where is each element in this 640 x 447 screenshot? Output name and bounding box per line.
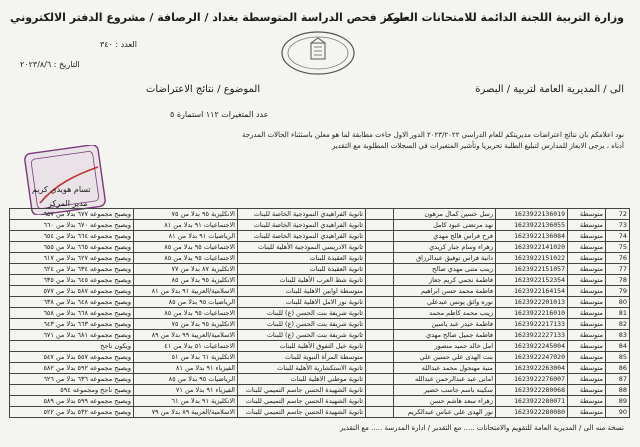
exam-id-cell: 1623922141020 [496, 242, 568, 253]
table-row [10, 352, 630, 363]
school-cell: ثانوية خيل التفوق الأهلية للبنات [238, 341, 366, 352]
school-cell: ثانوية الشهيدة الحسن جاسم التميمي للبنات [238, 407, 366, 418]
table-row [10, 385, 630, 396]
spacer-cell [366, 407, 394, 418]
reference-date: التاريخ : ٢٠٢٣/٨/٦ [20, 60, 80, 69]
exam-id-cell: 1623922280068 [496, 385, 568, 396]
subject-change-cell: الرياضيات ٩١ بدلا من ٨١ [134, 231, 238, 242]
subject-change-cell: الانكليزية ٩٥ بدلا من ٧٥ [134, 209, 238, 220]
spacer-cell [366, 319, 394, 330]
exam-id-cell: 1623922201013 [496, 297, 568, 308]
new-total-cell: ويصبح مجموعه ٦٤٨ بدلا من ٦٣٨ [10, 297, 134, 308]
spacer-cell [366, 220, 394, 231]
table-row [10, 374, 630, 385]
table-row [10, 264, 630, 275]
row-number: 85 [606, 352, 630, 363]
table-row [10, 297, 630, 308]
student-name-cell: فاطمة محمد حسن ابراهيم [394, 286, 496, 297]
exam-id-cell: 1623922164154 [496, 286, 568, 297]
spacer-cell [366, 297, 394, 308]
new-total-cell: ويصبح مجموعه ٦٦٥ بدلا من ٦٥٥ [10, 242, 134, 253]
row-number: 89 [606, 396, 630, 407]
subject-change-cell: الاجتماعيات ٩٥ بدلا من ٨٥ [134, 308, 238, 319]
spacer-cell [366, 209, 394, 220]
stage-cell: متوسطة [568, 341, 606, 352]
stage-cell: متوسطة [568, 275, 606, 286]
student-name-cell: فاطمة حيدر عبد ياسين [394, 319, 496, 330]
new-total-cell: ويصبح ناجح ومجموعه ٥٩٤ [10, 385, 134, 396]
subject-line: الموضوع / نتائج الاعتراضات [146, 84, 261, 95]
table-row [10, 275, 630, 286]
subject-change-cell: الانكليزية ٦١ بدلا من ٥١ [134, 352, 238, 363]
school-cell: ثانوية الفراهيدي النموذجية الخاصة للبنات [238, 231, 366, 242]
school-cell: ثانوية شريفة بنت الحسن (ع) للبنات [238, 319, 366, 330]
spacer-cell [366, 385, 394, 396]
addressee: الى / المديرية العامة لتربية / البصرة [475, 84, 624, 95]
body-line: أدناه ، يرجى الايعاز للمدارس لتبليغ الطلبة تحريريا وتأشير المتغيرات في السجلات المطلوبة مع التقدير [331, 142, 624, 150]
table-row [10, 253, 630, 264]
school-cell: ثانوية شط العرب الأهلية للبنات [238, 275, 366, 286]
row-number: 80 [606, 297, 630, 308]
exam-id-cell: 1623922263004 [496, 363, 568, 374]
reference-number: العدد : ٣٤٠ [100, 40, 137, 49]
table-row [10, 242, 630, 253]
copy-to-footer: نسخة منه الى / المديرية العامة للتقويم والامتحانات ..... مع التقدير / ادارة المدرسة ..... مع التقدير [339, 424, 624, 432]
subject-change-cell: الانكليزية ٩١ بدلا من ٦١ [134, 396, 238, 407]
school-cell: ثانوية الشهيدة الحسن جاسم التميمي للبنات [238, 396, 366, 407]
exam-id-cell: 1623922136019 [496, 209, 568, 220]
table-row [10, 231, 630, 242]
school-cell: ثانوية الادريسي النموذجية الأهلية للبنات [238, 242, 366, 253]
subject-change-cell: الانكليزية ٩٥ بدلا من ٧٥ [134, 319, 238, 330]
school-cell: ثانوية العقيدة للبنات [238, 264, 366, 275]
exam-id-cell: 1623922217133 [496, 319, 568, 330]
student-name-cell: فرح فراس فالح مهدي [394, 231, 496, 242]
row-number: 88 [606, 385, 630, 396]
ministry-logo-icon [278, 30, 358, 76]
subject-change-cell: الانكليزية ٨٧ بدلا من ٧٧ [134, 264, 238, 275]
subject-change-cell: الفيزياء ٩١ بدلا من ٨١ [134, 363, 238, 374]
exam-id-cell: 1623922151022 [496, 253, 568, 264]
new-total-cell: ويصبح مجموعه ٦٣٤ بدلا من ٦٢٤ [10, 264, 134, 275]
table-row [10, 220, 630, 231]
exam-id-cell: 1623922136084 [496, 231, 568, 242]
spacer-cell [366, 286, 394, 297]
school-cell: ثانوية الفراهيدي النموذجية الخاصة للبنات [238, 209, 366, 220]
student-name-cell: نوره وائق يونس عبدعلي [394, 297, 496, 308]
school-cell: ثانوية الفراهيدي النموذجية الخاصة للبنات [238, 220, 366, 231]
center-heading: مركز فحص الدراسة المتوسطة بغداد / الرصافة / مشروع الدفتر الالكتروني [10, 11, 408, 24]
school-cell: ثانوية نور الامل الاهلية للبنات [238, 297, 366, 308]
exam-id-cell: 1623922216010 [496, 308, 568, 319]
spacer-cell [366, 341, 394, 352]
exam-id-cell: 1623922227133 [496, 330, 568, 341]
student-name-cell: زهراء سعد هاشم حسن [394, 396, 496, 407]
body-line: نود اعلامكم بان نتائج اعتراضات مديريتكم للعام الدراسي ٢٠٢٣/٢٠٢٢ الدور الاول جاءت مطابقة لما هو معلن باستثناء الحالات المدرجة [241, 131, 624, 139]
stage-cell: متوسطة [568, 385, 606, 396]
row-number: 83 [606, 330, 630, 341]
student-name-cell: دانية فراس توفيق عبدالرزاق [394, 253, 496, 264]
spacer-cell [366, 253, 394, 264]
stage-cell: متوسطة [568, 297, 606, 308]
stage-cell: متوسطة [568, 264, 606, 275]
student-name-cell: امانى عبد عبدالرحمن عبدالله [394, 374, 496, 385]
spacer-cell [366, 231, 394, 242]
row-number: 73 [606, 220, 630, 231]
spacer-cell [366, 308, 394, 319]
subject-change-cell: الاجتماعيات ٩٥ بدلا من ٨٥ [134, 242, 238, 253]
row-number: 75 [606, 242, 630, 253]
body-paragraph [24, 130, 624, 152]
stage-cell: متوسطة [568, 286, 606, 297]
spacer-cell [366, 330, 394, 341]
subject-change-cell: الفيزياء ٩١ بدلا من ٧١ [134, 385, 238, 396]
stage-cell: متوسطة [568, 308, 606, 319]
table-row [10, 209, 630, 220]
row-number: 79 [606, 286, 630, 297]
stage-cell: متوسطة [568, 363, 606, 374]
school-cell: ثانوية الشهيدة الحسن جاسم التميمي للبنات [238, 385, 366, 396]
row-number: 87 [606, 374, 630, 385]
subject-change-cell: الاسلامية/العربية ٩٩ بدلا من ٨٩ [134, 330, 238, 341]
row-number: 77 [606, 264, 630, 275]
row-number: 86 [606, 363, 630, 374]
row-number: 81 [606, 308, 630, 319]
school-cell: ثانوية موطني الاهلية للبنات [238, 374, 366, 385]
new-total-cell: ويصبح مجموعه ٦٦٤ بدلا من ٦٥٤ [10, 231, 134, 242]
spacer-cell [366, 396, 394, 407]
subject-change-cell: الانكليزية ٩٥ بدلا من ٨٥ [134, 275, 238, 286]
school-cell: متوسطة المرأة النبوية للبنات [238, 352, 366, 363]
student-name-cell: زينب محمد كاظم محمد [394, 308, 496, 319]
new-total-cell: ويصبح مجموعه ٦٣٦ بدلا من ٦٢٦ [10, 374, 134, 385]
spacer-cell [366, 374, 394, 385]
table-row [10, 396, 630, 407]
stage-cell: متوسطة [568, 330, 606, 341]
table-row [10, 286, 630, 297]
new-total-cell: ويصبح مجموعه ٥٣٢ بدلا من ٥٢٢ [10, 407, 134, 418]
exam-id-cell: 1623922136055 [496, 220, 568, 231]
subject-change-cell: الاجتماعيات ٥١ بدلا من ٤١ [134, 341, 238, 352]
new-total-cell: ويصبح مجموعه ٦٢٧ بدلا من ٦١٧ [10, 253, 134, 264]
new-total-cell: ويصبح مجموعه ٥٩٩ بدلا من ٥٨٩ [10, 396, 134, 407]
row-number: 72 [606, 209, 630, 220]
row-number: 76 [606, 253, 630, 264]
exam-id-cell: 1623922247020 [496, 352, 568, 363]
new-total-cell: ويصبح مجموعه ٥٨٧ بدلا من ٥٧٧ [10, 286, 134, 297]
new-total-cell: ويصبح مجموعه ٦٦٣ بدلا من ٦٤٣ [10, 319, 134, 330]
school-cell: ثانوية العقيدة للبنات [238, 253, 366, 264]
stage-cell: متوسطة [568, 374, 606, 385]
row-number: 74 [606, 231, 630, 242]
new-total-cell: ويكون ناجح [10, 341, 134, 352]
student-name-cell: بنت الهدى علي حسين علي [394, 352, 496, 363]
spacer-cell [366, 363, 394, 374]
stage-cell: متوسطة [568, 231, 606, 242]
stage-cell: متوسطة [568, 407, 606, 418]
student-name-cell: نهد مرتضى عبود كامل [394, 220, 496, 231]
student-name-cell: سكينه باسم جاسب خضير [394, 385, 496, 396]
table-row [10, 330, 630, 341]
table-row [10, 341, 630, 352]
table-row [10, 407, 630, 418]
spacer-cell [366, 264, 394, 275]
stage-cell: متوسطة [568, 352, 606, 363]
spacer-cell [366, 352, 394, 363]
subject-change-cell: الاسلامية/العربية ٩١ بدلا من ٨١ [134, 286, 238, 297]
subject-change-cell: الرياضيات ٩٥ بدلا من ٨٥ [134, 297, 238, 308]
new-total-cell: ويصبح مجموعه ٦٨١ بدلا من ٦٧١ [10, 330, 134, 341]
subject-change-cell: الاجتماعيات ٩٥ بدلا من ٨٥ [134, 253, 238, 264]
new-total-cell: ويصبح مجموعه ٥٥٧ بدلا من ٥٤٧ [10, 352, 134, 363]
stage-cell: متوسطة [568, 220, 606, 231]
exam-id-cell: 1623922245004 [496, 341, 568, 352]
table-row [10, 308, 630, 319]
stage-cell: متوسطة [568, 253, 606, 264]
student-name-cell: فاطمة نجمي كريم جعاز [394, 275, 496, 286]
exam-id-cell: 1623922280080 [496, 407, 568, 418]
stage-cell: متوسطة [568, 242, 606, 253]
row-number: 82 [606, 319, 630, 330]
row-number: 78 [606, 275, 630, 286]
new-total-cell: ويصبح مجموعه ٦٧٧ بدلا من ٦٥٧ [10, 209, 134, 220]
subject-change-cell: الاجتماعيات ٩١ بدلا من ٨١ [134, 220, 238, 231]
exam-id-cell: 1623922280071 [496, 396, 568, 407]
signatory-name: تسام هويدي كريم [32, 185, 91, 194]
student-name-cell: زينب مثنى مهدي صالح [394, 264, 496, 275]
subject-change-cell: الاسلامية/العربية ٨٩ بدلا من ٧٩ [134, 407, 238, 418]
student-name-cell: فاطمة جميل صالح مهدي [394, 330, 496, 341]
new-total-cell: ويصبح مجموعه ٦٧٠ بدلا من ٦٦٠ [10, 220, 134, 231]
student-name-cell: رسل حسين كمال مرهون [394, 209, 496, 220]
school-cell: ثانوية شريفة بنت الحسن (ع) للبنات [238, 330, 366, 341]
ministry-heading: وزارة التربية اللجنة الدائمة للامتحانات العامة [386, 11, 624, 24]
stage-cell: متوسطة [568, 396, 606, 407]
new-total-cell: ويصبح مجموعه ٦٦٨ بدلا من ٦٥٨ [10, 308, 134, 319]
table-row [10, 363, 630, 374]
changes-count: عدد المتغيرات ١١٢ استمارة ٥ [170, 110, 269, 119]
exam-id-cell: 1623922276007 [496, 374, 568, 385]
student-name-cell: نور الهدى علي عباس عبدالكريم [394, 407, 496, 418]
row-number: 84 [606, 341, 630, 352]
stage-cell: متوسطة [568, 209, 606, 220]
school-cell: ثانوية الاستكشارية الأهلية للبنات [238, 363, 366, 374]
table-row [10, 319, 630, 330]
results-table [9, 208, 630, 418]
student-name-cell: زهراء وسام جبار كريدي [394, 242, 496, 253]
new-total-cell: ويصبح مجموعه ٦٤٥ بدلا من ٦٣٥ [10, 275, 134, 286]
student-name-cell: منية مهنجول محمد عبدالله [394, 363, 496, 374]
row-number: 90 [606, 407, 630, 418]
signatory-title: مدير المركز [48, 199, 88, 208]
school-cell: متوسطة اوابين الاهلية للبنات [238, 286, 366, 297]
new-total-cell: ويصبح مجموعه ٥٩٢ بدلا من ٥٨٢ [10, 363, 134, 374]
spacer-cell [366, 242, 394, 253]
exam-id-cell: 1623922152354 [496, 275, 568, 286]
stage-cell: متوسطة [568, 319, 606, 330]
student-name-cell: امل خالد حميد منصور [394, 341, 496, 352]
school-cell: ثانوية شريفة بنت الحسن (ع) للبنات [238, 308, 366, 319]
spacer-cell [366, 275, 394, 286]
subject-change-cell: الرياضيات ٩٥ بدلا من ٨٥ [134, 374, 238, 385]
exam-id-cell: 1623922151057 [496, 264, 568, 275]
